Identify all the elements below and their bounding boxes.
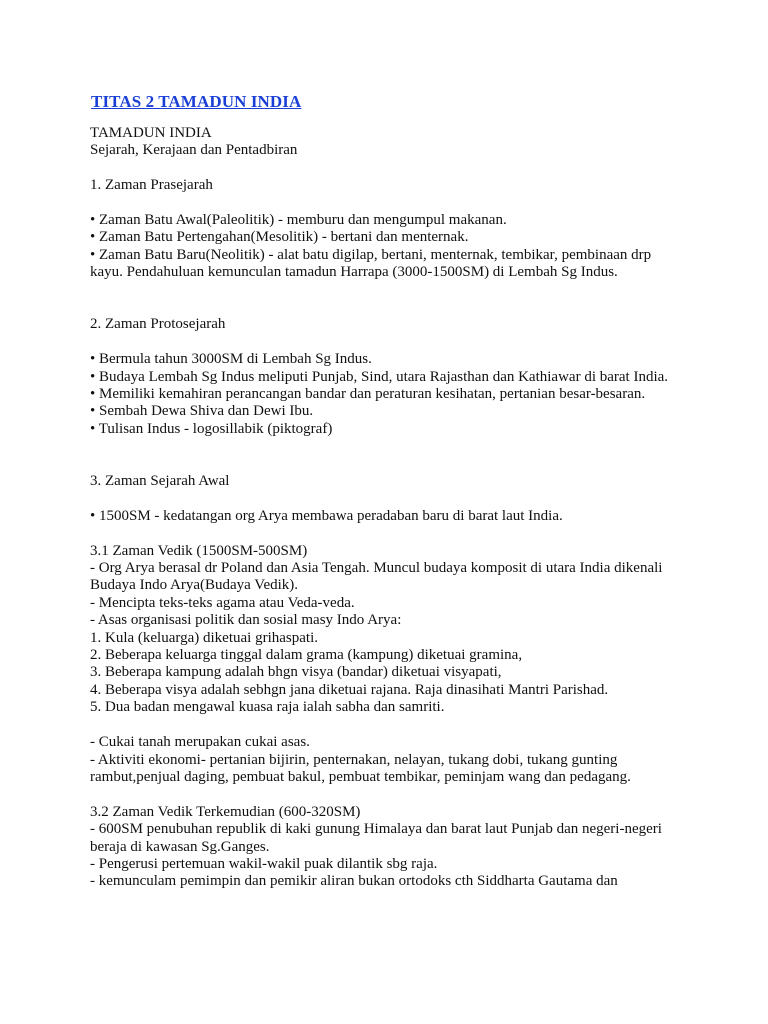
- numbered-item: 5. Dua badan mengawal kuasa raja ialah sabha dan samriti.: [90, 699, 445, 716]
- numbered-item: 1. Kula (keluarga) diketuai grihaspati.: [90, 629, 318, 646]
- bullet-item: • Zaman Batu Pertengahan(Mesolitik) - bertani dan menternak.: [90, 229, 469, 246]
- subsection-heading-vedik-terkemudian: 3.2 Zaman Vedik Terkemudian (600-320SM): [90, 803, 361, 820]
- numbered-item: 2. Beberapa keluarga tinggal dalam grama (kampung) diketuai gramina,: [90, 647, 523, 664]
- text-line: - Asas organisasi politik dan sosial masy Indo Arya:: [90, 612, 402, 629]
- bullet-item: • Memiliki kemahiran perancangan bandar dan peraturan kesihatan, pertanian besar-besaran.: [90, 386, 646, 403]
- heading-tamadun-india: TAMADUN INDIA: [90, 125, 212, 141]
- bullet-item: • Budaya Lembah Sg Indus meliputi Punjab, Sind, utara Rajasthan dan Kathiawar di barat India.: [90, 368, 669, 385]
- section-heading-sejarah-awal: 3. Zaman Sejarah Awal: [90, 473, 230, 490]
- text-line: - 600SM penubuhan republik di kaki gunung Himalaya dan barat laut Punjab dan negeri-negeri: [90, 821, 662, 838]
- text-line: - Mencipta teks-teks agama atau Veda-veda.: [90, 594, 355, 611]
- text-line: - Org Arya berasal dr Poland dan Asia Tengah. Muncul budaya komposit di utara India dikenali: [90, 560, 663, 577]
- subheading: Sejarah, Kerajaan dan Pentadbiran: [90, 142, 298, 159]
- bullet-item: • Zaman Batu Baru(Neolitik) - alat batu digilap, bertani, menternak, tembikar, pembinaan drp: [90, 246, 652, 263]
- bullet-item: • 1500SM - kedatangan org Arya membawa peradaban baru di barat laut India.: [90, 507, 563, 524]
- text-line: kayu. Pendahuluan kemunculan tamadun Harrapa (3000-1500SM) di Lembah Sg Indus.: [90, 264, 618, 281]
- text-line: - kemunculam pemimpin dan pemikir aliran bukan ortodoks cth Siddharta Gautama dan: [90, 873, 618, 890]
- numbered-item: 3. Beberapa kampung adalah bhgn visya (bandar) diketuai visyapati,: [90, 664, 502, 681]
- document-body: [90, 125, 700, 891]
- bullet-item: • Sembah Dewa Shiva dan Dewi Ibu.: [90, 403, 314, 420]
- document-title-link[interactable]: TITAS 2 TAMADUN INDIA: [91, 92, 302, 111]
- text-line: beraja di kawasan Sg.Ganges.: [90, 838, 270, 855]
- bullet-item: • Zaman Batu Awal(Paleolitik) - memburu dan mengumpul makanan.: [90, 212, 507, 228]
- text-line: - Aktiviti ekonomi- pertanian bijirin, penternakan, nelayan, tukang dobi, tukang gunting: [90, 751, 618, 768]
- bullet-item: • Bermula tahun 3000SM di Lembah Sg Indus.: [90, 351, 372, 368]
- text-line: - Cukai tanah merupakan cukai asas.: [90, 734, 310, 751]
- bullet-item: • Tulisan Indus - logosillabik (piktograf): [90, 420, 333, 437]
- section-heading-protosejarah: 2. Zaman Protosejarah: [90, 316, 226, 333]
- text-line: Budaya Indo Arya(Budaya Vedik).: [90, 577, 299, 594]
- section-heading-prasejarah: 1. Zaman Prasejarah: [90, 177, 213, 194]
- text-line: rambut,penjual daging, pembuat bakul, pembuat tembikar, peminjam wang dan pedagang.: [90, 768, 631, 785]
- text-line: - Pengerusi pertemuan wakil-wakil puak dilantik sbg raja.: [90, 855, 438, 872]
- numbered-item: 4. Beberapa visya adalah sebhgn jana diketuai rajana. Raja dinasihati Mantri Parishad.: [90, 681, 609, 698]
- subsection-heading-vedik: 3.1 Zaman Vedik (1500SM-500SM): [90, 542, 308, 559]
